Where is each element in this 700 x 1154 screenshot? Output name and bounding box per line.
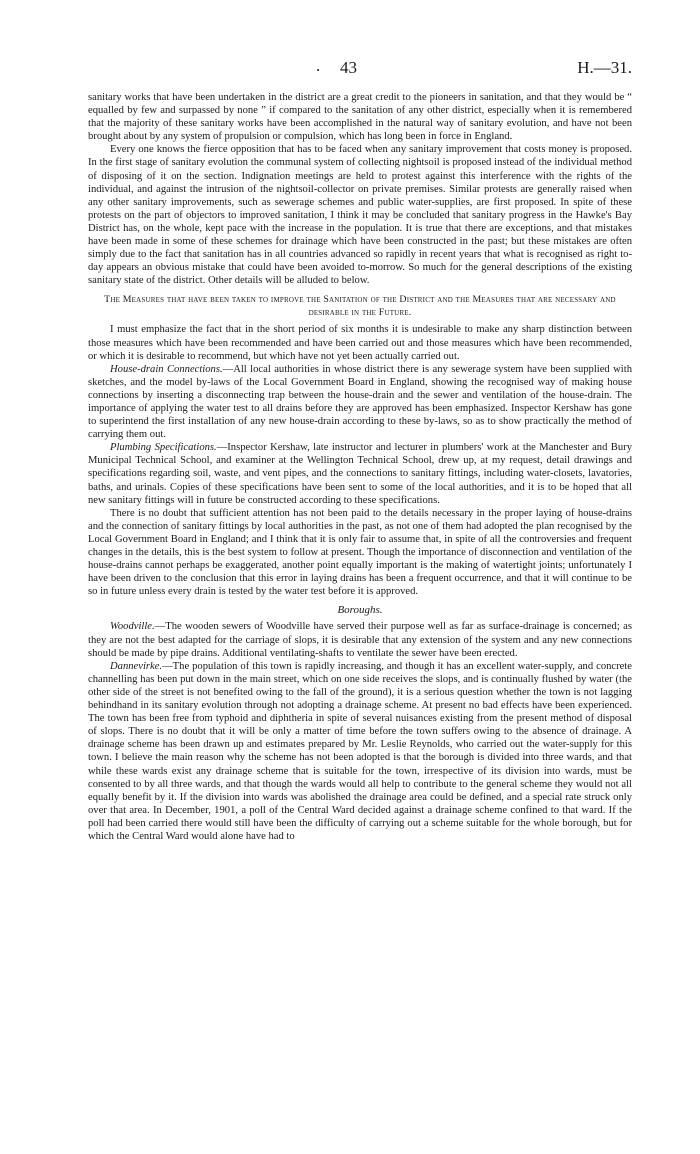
plumbing-title: Plumbing Specifications. (110, 442, 217, 454)
paragraph-continuation: sanitary works that have been undertaken in the district are a great credit to the pioneers in sanitation, and that they would be “ equalled by few and surpassed by none ” if compared to the sanitation of any other district, especially when it is remembered that the majority of these sanitary works have been accomplished in the natural way of sanitary evolution, and have not been brought about by any system of propulsion or compulsion, which has long been in force in England. (88, 92, 632, 143)
paragraph-house-drain (88, 363, 632, 442)
paragraph-measures-intro: I must emphasize the fact that in the short period of six months it is undesirable to make any sharp distinction between those measures which have been recommended and have been carried out and those measures which have been recommended, or which it is desirable to recommend, but which have not yet been actually carried out. (88, 324, 632, 362)
paragraph-woodville (88, 620, 632, 659)
paragraph-plumbing (88, 441, 632, 506)
document-reference: H.—31. (577, 58, 632, 77)
paragraph-opposition: Every one knows the fierce opposition that has to be faced when any sanitary improvement that costs money is proposed. In the first stage of sanitary evolution the communal system of collecting nightsoil is proposed instead of the individual method of disposing of it on the section. Indignation meetings are held to protest against this interference with the rights of the individual, and against the intrusion of the nightsoil-collector on private premises. Similar protests are generally raised when any other sanitary improvements, such as sewerage schemes and public water-supplies, are first proposed. In spite of these protests on the part of objectors to improved sanitation, I think it may be concluded that sanitary progress in the Hawke's Bay District has, on the whole, kept pace with the increase in the population. It is true that there are exceptions, and that mistakes have been made in some of these schemes for drainage which have been constructed in the past; but these mistakes are often simply due to the fact that sanitation has in all countries advanced so rapidly in recent years that what is recognised as right to-day appears an obvious mistake that could have been avoided to-morrow. So much for the general descriptions of the existing sanitary state of the district. Other details will be alluded to below. (88, 144, 632, 287)
dannevirke-text: —The population of this town is rapidly increasing, and though it has an excellent water-supply, and concrete channelling has been put down in the main street, which on one side receives the slops, and is continually flushed by water (the other side of the street is not benefited owing to the fall of the ground), it is a serious question whether the town is not lagging behindhand in its sanitary evolution through not adopting a drainage scheme. At present no bad effects have been experienced. The town has been free from typhoid and diphtheria in spite of several nuisances existing from the present method of disposal of slops. There is no doubt that it will be only a matter of time before the town suffers owing to the absence of drainage. A drainage scheme has been drawn up and estimates prepared by Mr. Leslie Reynolds, who carried out the water-supply for this town. I believe the main reason why the scheme has not been adopted is that the borough is divided into three wards, and that while these wards exist any drainage scheme that is suitable for the town, irrespective of its division into wards, must be consented to by all three wards, and that though the wards would all help to contribute to the general scheme they would not all equally benefit by it. If the division into wards was abolished the drainage area could be defined, and a special rate struck only over that area. In December, 1901, a poll of the Central Ward decided against a drainage scheme confined to that ward. If the poll had been carried there would still have been the difficulty of carrying out a scheme suitable for the whole borough, but for which the Central Ward would alone have had to (88, 660, 632, 842)
boroughs-heading: Boroughs. (337, 604, 383, 617)
paragraph-dannevirke (88, 660, 632, 843)
house-drain-text: —All local authorities in whose district there is any sewerage system have been supplied with sketches, and the model by-laws of the Local Government Board in England, showing the recognised way of making house connections by inserting a disconnecting trap between the house-drain and the sewer and ventilation of the house-drain. The importance of applying the water test to all drains before they are approved has been emphasized. Inspector Kershaw has gone to superintend the first installation of any new house-drain according to these by-laws, so as to show practically the method of carrying them out. (88, 363, 632, 441)
plumbing-text: —Inspector Kershaw, late instructor and lecturer in plumbers' work at the Manchester and Bury Municipal Technical School, and examiner at the Wellington Technical School, drew up, at my request, detail drawings and specifications regarding soil, waste, and vent pipes, and the connections to sanitary fittings, including water-closets, lavatories, baths, and urinals. Copies of these specifications have been sent to some of the local authorities, and it is to be hoped that all new sanitary fittings will in future be constructed according to these specifications. (88, 442, 632, 506)
paragraph-no-doubt: There is no doubt that sufficient attention has not been paid to the details necessary in the proper laying of house-drains and the connection of sanitary fittings by local authorities in the past, as not one of them had adopted the plan recognised by the Local Government Board in England; and I think that it is only fair to assume that, in spite of all the controversies and frequent changes in the details, this is the best system to follow at present. Though the importance of disconnection and ventilation of the house-drains cannot perhaps be exaggerated, another point equally important is the making of watertight joints; unfortunately I have been driven to the conclusion that this error in laying drains has been a frequent occurrence, and that it will continue to be so in future unless every drain is tested by the water test before it is approved. (88, 507, 632, 598)
dannevirke-title: Dannevirke. (110, 660, 163, 672)
woodville-title: Woodville. (110, 621, 155, 633)
section-heading: The Measures that have been taken to improve the Sanitation of the District and the Measures that are necessary and desirable in the Future. (104, 294, 616, 319)
page-number: 43 (340, 58, 357, 77)
body-text (88, 91, 632, 843)
header-separator: . (316, 56, 321, 75)
page-header (88, 58, 632, 80)
house-drain-title: House-drain Connections. (110, 363, 223, 375)
woodville-text: —The wooden sewers of Woodville have served their purpose well as far as surface-drainage is concerned; as they are not the best adapted for the carriage of slops, it is desirable that any extension of the system and any new connections should be made by pipe drains. Additional ventilating-shafts to ventilate the sewer have been erected. (88, 621, 632, 659)
